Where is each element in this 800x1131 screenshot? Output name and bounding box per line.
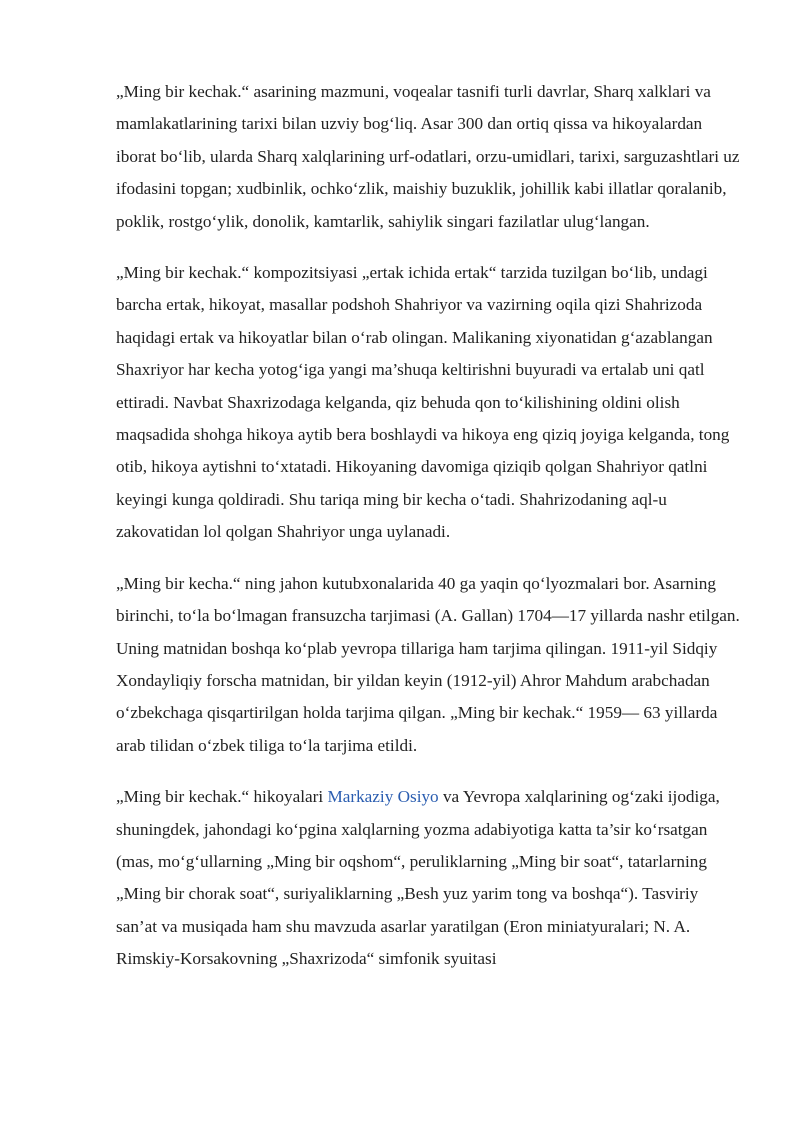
paragraph-4 xyxy=(116,781,742,975)
paragraph-3-text: „Ming bir kecha.“ ning jahon kutubxonalarida 40 ga yaqin qo‘lyozmalari bor. Asarning birinchi, to‘la bo‘lmagan fransuzcha tarjimasi (A. Gallan) 1704—17 yillarda nashr etilgan. Uning matnidan boshqa ko‘plab yevropa tillariga ham tarjima qilingan. 1911-yil Sidqiy Xondayliqiy forscha matnidan, bir yildan keyin (1912-yil) Ahror Mahdum arabchadan o‘zbekchaga qisqartirilgan holda tarjima qilgan. „Ming bir kechak.“ 1959— 63 yillarda arab tilidan o‘zbek tiliga to‘la tarjima etildi. xyxy=(116,573,740,755)
paragraph-4-text-after: va Yevropa xalqlarining og‘zaki ijodiga, shuningdek, jahondagi ko‘pgina xalqlarning yozma adabiyotiga katta ta’sir ko‘rsatgan (mas, mo‘g‘ullarning „Ming bir oqshom“, peruliklarning „Ming bir soat“, tatarlarning „Ming bir chorak soat“, suriyaliklarning „Besh yuz yarim tong va boshqa“). Tasviriy san’at va musiqada ham shu mavzuda asarlar yaratilgan (Eron miniatyuralari; N. A. Rimskiy-Korsakovning „Shaxrizoda“ simfonik syuitasi xyxy=(116,787,720,969)
paragraph-3 xyxy=(116,568,742,762)
markaziy-osiyo-link[interactable]: Markaziy Osiyo xyxy=(327,787,439,807)
paragraph-4-text-before: „Ming bir kechak.“ hikoyalari xyxy=(116,787,328,807)
paragraph-2 xyxy=(116,257,742,549)
paragraph-2-text: „Ming bir kechak.“ kompozitsiyasi „ertak ichida ertak“ tarzida tuzilgan bo‘lib, undagi barcha ertak, hikoyat, masallar podshoh Shahriyor va vazirning oqila qizi Shahrizoda haqidagi ertak va hikoyatlar bilan o‘rab olingan. Malikaning xiyonatidan g‘azablangan Shaxriyor har kecha yotog‘iga yangi ma’shuqa keltirishni buyuradi va ertalab uni qatl ettiradi. Navbat Shaxrizodaga kelganda, qiz behuda qon to‘kilishining oldini olish maqsadida shohga hikoya aytib bera boshlaydi va hikoya eng qiziq joyiga kelganda, tong otib, hikoya aytishni to‘xtatadi. Hikoyaning davomiga qiziqib qolgan Shahriyor qatlni keyingi kunga qoldiradi. Shu tariqa ming bir kecha o‘tadi. Shahrizodaning aql-u zakovatidan lol qolgan Shahriyor unga uylanadi. xyxy=(116,263,730,542)
paragraph-1-text: „Ming bir kechak.“ asarining mazmuni, voqealar tasnifi turli davrlar, Sharq xalklari va mamlakatlarining tarixi bilan uzviy bog‘liq. Asar 300 dan ortiq qissa va hikoyalardan iborat bo‘lib, ularda Sharq xalqlarining urf-odatlari, orzu-umidlari, tarixi, sarguzashtlari uz ifodasini topgan; xudbinlik, ochko‘zlik, maishiy buzuklik, johillik kabi illatlar qoralanib, poklik, rostgo‘ylik, donolik, kamtarlik, sahiylik singari fazilatlar ulug‘langan. xyxy=(116,82,740,231)
paragraph-1 xyxy=(116,76,742,238)
